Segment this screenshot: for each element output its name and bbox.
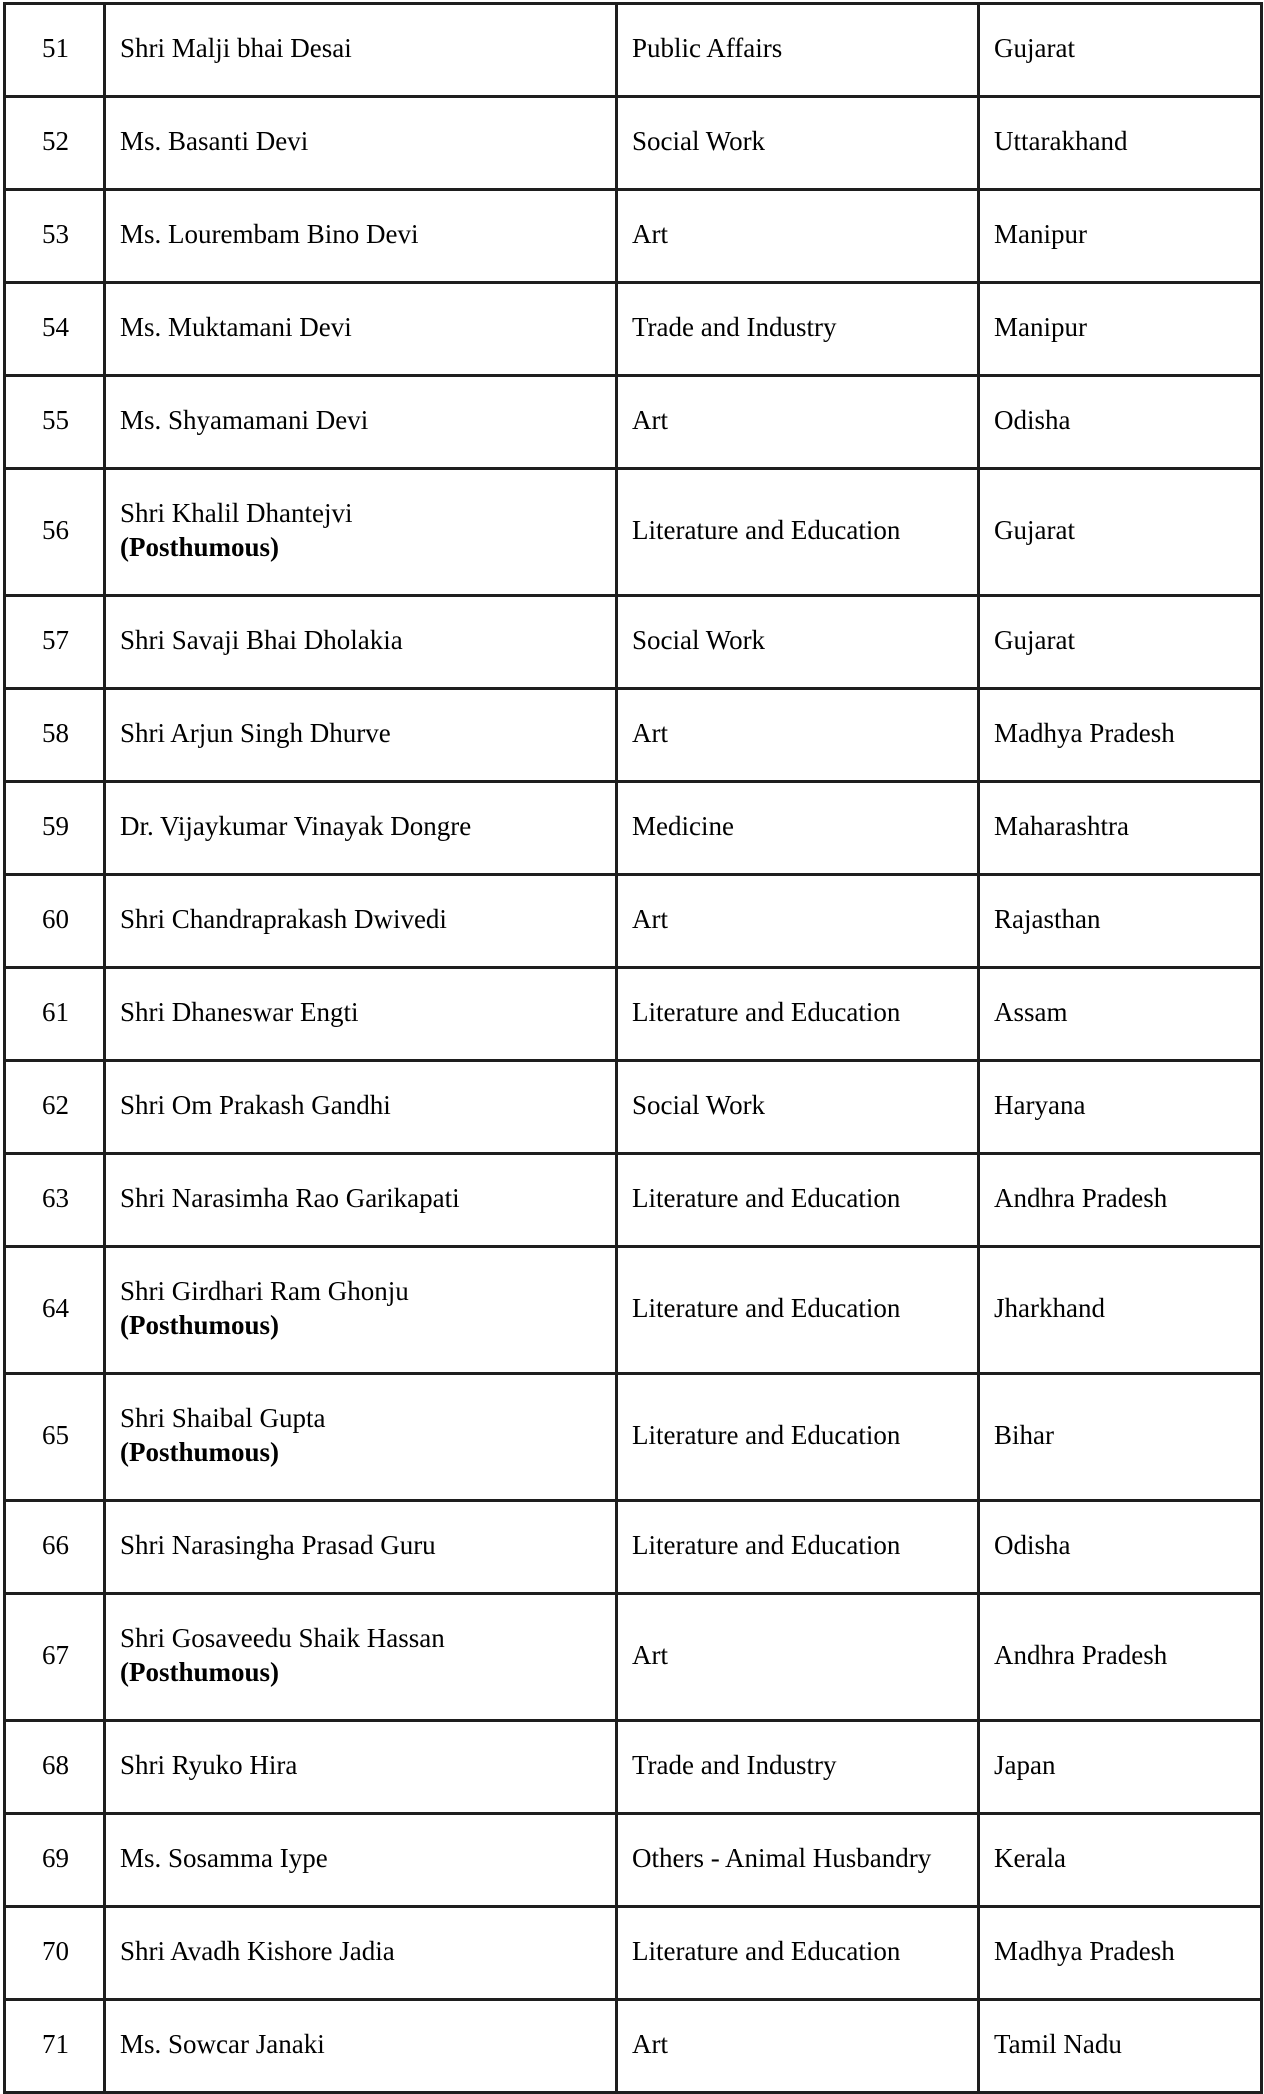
- award-field: Trade and Industry: [617, 283, 979, 376]
- row-number: 61: [5, 968, 105, 1061]
- awardee-name-cell: [105, 1154, 617, 1247]
- awardee-name: Shri Narasimha Rao Garikapati: [120, 1183, 460, 1213]
- table-row: [5, 875, 1262, 968]
- award-field: Literature and Education: [617, 469, 979, 596]
- award-field: Literature and Education: [617, 1374, 979, 1501]
- awardee-state: Odisha: [979, 1501, 1262, 1594]
- award-field: Literature and Education: [617, 1907, 979, 2000]
- award-field: Art: [617, 689, 979, 782]
- row-number: 69: [5, 1814, 105, 1907]
- row-number: 52: [5, 97, 105, 190]
- row-number: 54: [5, 283, 105, 376]
- posthumous-label: (Posthumous): [120, 532, 280, 562]
- row-number: 58: [5, 689, 105, 782]
- awardee-name-cell: [105, 1501, 617, 1594]
- awardee-name: Shri Dhaneswar Engti: [120, 997, 359, 1027]
- awardee-name-cell: [105, 968, 617, 1061]
- award-field: Literature and Education: [617, 968, 979, 1061]
- awardee-state: Gujarat: [979, 469, 1262, 596]
- awardee-name: Shri Savaji Bhai Dholakia: [120, 625, 403, 655]
- awardee-name-cell: [105, 1374, 617, 1501]
- awardee-name: Shri Ryuko Hira: [120, 1750, 298, 1780]
- table-row: [5, 97, 1262, 190]
- posthumous-label: (Posthumous): [120, 1310, 280, 1340]
- awardee-name: Shri Gosaveedu Shaik Hassan: [120, 1623, 445, 1653]
- row-number: 64: [5, 1247, 105, 1374]
- table-row: [5, 1374, 1262, 1501]
- awardee-name-cell: [105, 689, 617, 782]
- awardee-name-cell: [105, 782, 617, 875]
- table-row: [5, 968, 1262, 1061]
- awardee-name-cell: [105, 2000, 617, 2093]
- awardee-state: Manipur: [979, 190, 1262, 283]
- row-number: 65: [5, 1374, 105, 1501]
- awardee-name-cell: [105, 283, 617, 376]
- awardee-name-cell: [105, 1061, 617, 1154]
- awardee-state: Rajasthan: [979, 875, 1262, 968]
- table-row: [5, 596, 1262, 689]
- awardee-state: Jharkhand: [979, 1247, 1262, 1374]
- awardees-table: [3, 2, 1263, 2094]
- table-row: [5, 689, 1262, 782]
- awardee-name: Shri Avadh Kishore Jadia: [120, 1936, 395, 1966]
- awardee-name: Shri Narasingha Prasad Guru: [120, 1530, 436, 1560]
- awardee-name: Ms. Basanti Devi: [120, 126, 309, 156]
- award-field: Medicine: [617, 782, 979, 875]
- awardee-state: Bihar: [979, 1374, 1262, 1501]
- table-row: [5, 2000, 1262, 2093]
- awardee-state: Madhya Pradesh: [979, 689, 1262, 782]
- table-row: [5, 1501, 1262, 1594]
- row-number: 57: [5, 596, 105, 689]
- award-field: Trade and Industry: [617, 1721, 979, 1814]
- row-number: 70: [5, 1907, 105, 2000]
- awardee-state: Kerala: [979, 1814, 1262, 1907]
- awardee-name: Ms. Shyamamani Devi: [120, 405, 369, 435]
- awardee-state: Gujarat: [979, 596, 1262, 689]
- table-row: [5, 190, 1262, 283]
- awardee-name-cell: [105, 190, 617, 283]
- award-field: Art: [617, 1594, 979, 1721]
- row-number: 59: [5, 782, 105, 875]
- awardee-name: Ms. Sowcar Janaki: [120, 2029, 325, 2059]
- awardee-name: Shri Malji bhai Desai: [120, 33, 352, 63]
- award-field: Literature and Education: [617, 1501, 979, 1594]
- awardee-name: Shri Shaibal Gupta: [120, 1403, 326, 1433]
- awardee-state: Assam: [979, 968, 1262, 1061]
- awardee-state: Madhya Pradesh: [979, 1907, 1262, 2000]
- award-field: Social Work: [617, 596, 979, 689]
- awardee-name-cell: [105, 1907, 617, 2000]
- award-field: Literature and Education: [617, 1154, 979, 1247]
- awardee-name: Shri Girdhari Ram Ghonju: [120, 1276, 409, 1306]
- awardee-name: Shri Arjun Singh Dhurve: [120, 718, 391, 748]
- posthumous-label: (Posthumous): [120, 1437, 280, 1467]
- awardee-name-cell: [105, 596, 617, 689]
- row-number: 51: [5, 4, 105, 97]
- awardee-state: Andhra Pradesh: [979, 1154, 1262, 1247]
- row-number: 68: [5, 1721, 105, 1814]
- awardee-state: Maharashtra: [979, 782, 1262, 875]
- row-number: 63: [5, 1154, 105, 1247]
- table-row: [5, 782, 1262, 875]
- award-field: Others - Animal Husbandry: [617, 1814, 979, 1907]
- table-row: [5, 376, 1262, 469]
- awardee-name: Shri Khalil Dhantejvi: [120, 498, 353, 528]
- award-field: Art: [617, 376, 979, 469]
- row-number: 53: [5, 190, 105, 283]
- table-row: [5, 469, 1262, 596]
- awardee-state: Uttarakhand: [979, 97, 1262, 190]
- table-row: [5, 1907, 1262, 2000]
- row-number: 56: [5, 469, 105, 596]
- table-row: [5, 1721, 1262, 1814]
- award-field: Art: [617, 875, 979, 968]
- posthumous-label: (Posthumous): [120, 1657, 280, 1687]
- awardee-name-cell: [105, 1814, 617, 1907]
- awardee-state: Andhra Pradesh: [979, 1594, 1262, 1721]
- row-number: 71: [5, 2000, 105, 2093]
- table-row: [5, 1061, 1262, 1154]
- award-field: Public Affairs: [617, 4, 979, 97]
- awardee-state: Manipur: [979, 283, 1262, 376]
- awardee-name-cell: [105, 376, 617, 469]
- awardee-name: Shri Om Prakash Gandhi: [120, 1090, 391, 1120]
- row-number: 55: [5, 376, 105, 469]
- awardee-name: Dr. Vijaykumar Vinayak Dongre: [120, 811, 472, 841]
- table-row: [5, 1247, 1262, 1374]
- awardees-table-body: [5, 4, 1262, 2093]
- award-field: Literature and Education: [617, 1247, 979, 1374]
- awardee-state: Japan: [979, 1721, 1262, 1814]
- row-number: 66: [5, 1501, 105, 1594]
- awardee-name: Shri Chandraprakash Dwivedi: [120, 904, 447, 934]
- table-row: [5, 4, 1262, 97]
- awardee-name: Ms. Lourembam Bino Devi: [120, 219, 419, 249]
- award-field: Social Work: [617, 97, 979, 190]
- awardee-name-cell: [105, 875, 617, 968]
- table-row: [5, 1814, 1262, 1907]
- row-number: 60: [5, 875, 105, 968]
- table-row: [5, 283, 1262, 376]
- award-field: Art: [617, 2000, 979, 2093]
- awardee-state: Haryana: [979, 1061, 1262, 1154]
- row-number: 67: [5, 1594, 105, 1721]
- table-row: [5, 1594, 1262, 1721]
- awardee-name-cell: [105, 1247, 617, 1374]
- award-field: Art: [617, 190, 979, 283]
- awardee-name-cell: [105, 97, 617, 190]
- awardee-name: Ms. Sosamma Iype: [120, 1843, 328, 1873]
- awardee-state: Tamil Nadu: [979, 2000, 1262, 2093]
- table-row: [5, 1154, 1262, 1247]
- row-number: 62: [5, 1061, 105, 1154]
- awardee-name: Ms. Muktamani Devi: [120, 312, 352, 342]
- award-field: Social Work: [617, 1061, 979, 1154]
- awardee-state: Gujarat: [979, 4, 1262, 97]
- awardee-name-cell: [105, 1594, 617, 1721]
- awardee-name-cell: [105, 469, 617, 596]
- awardee-name-cell: [105, 4, 617, 97]
- awardee-name-cell: [105, 1721, 617, 1814]
- awardee-state: Odisha: [979, 376, 1262, 469]
